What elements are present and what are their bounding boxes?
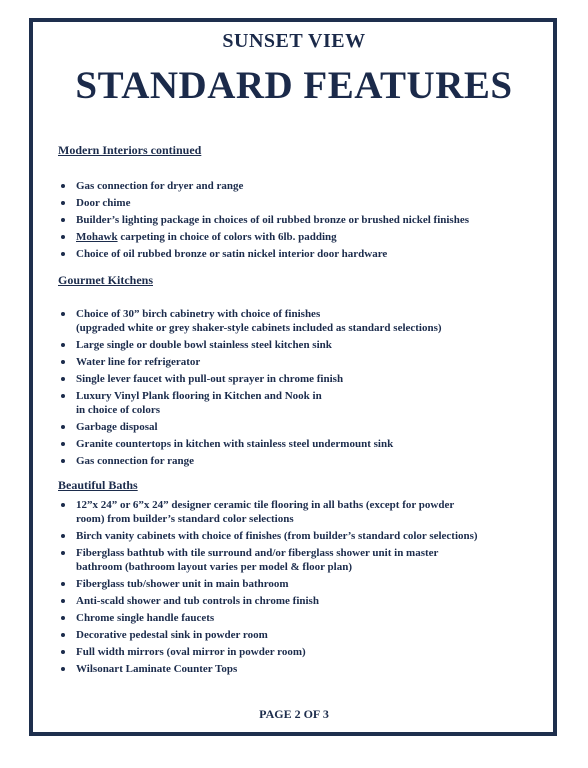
bullet-list (58, 307, 538, 468)
list-item-text: Large single or double bowl stainless steel kitchen sink (76, 339, 332, 351)
bullet-icon (61, 312, 65, 316)
list-item (58, 213, 538, 227)
list-item (58, 577, 538, 591)
list-item-text: Luxury Vinyl Plank flooring in Kitchen and Nook in (76, 390, 322, 402)
list-item-text: Fiberglass bathtub with tile surround and/or fiberglass shower unit in master (76, 547, 439, 559)
list-item-text (76, 230, 538, 244)
list-item-text: 12”x 24” or 6”x 24” designer ceramic tile flooring in all baths (except for powder (76, 499, 455, 511)
list-item-text: Fiberglass tub/shower unit in main bathroom (76, 578, 289, 590)
list-item (58, 594, 538, 608)
list-item-text: Choice of oil rubbed bronze or satin nickel interior door hardware (76, 248, 388, 260)
section-modern-interiors (58, 143, 538, 264)
list-item (58, 546, 538, 574)
list-item-text: Birch vanity cabinets with choice of finishes (from builder’s standard color selections) (76, 530, 478, 542)
list-item (58, 437, 538, 451)
brand-name: Mohawk (76, 231, 118, 243)
list-item-text: Decorative pedestal sink in powder room (76, 629, 268, 641)
list-item (58, 645, 538, 659)
document-title: STANDARD FEATURES (75, 64, 513, 107)
list-item (58, 230, 538, 244)
bullet-icon (61, 534, 65, 538)
bullet-icon (61, 360, 65, 364)
list-item-text: Gas connection for dryer and range (76, 180, 244, 192)
section-gourmet-kitchens (58, 273, 538, 471)
list-item-text: Wilsonart Laminate Counter Tops (76, 663, 238, 675)
bullet-icon (61, 599, 65, 603)
bullet-icon (61, 551, 65, 555)
document-subtitle: SUNSET VIEW (222, 30, 366, 52)
bullet-icon (61, 582, 65, 586)
list-item-text: room) from builder’s standard color selections (76, 513, 294, 525)
list-item (58, 611, 538, 625)
section-beautiful-baths (58, 478, 538, 679)
bullet-icon (61, 633, 65, 637)
bullet-icon (61, 650, 65, 654)
bullet-icon (61, 616, 65, 620)
list-item (58, 338, 538, 352)
list-item (58, 372, 538, 386)
list-item-text: (upgraded white or grey shaker-style cabinets included as standard selections) (76, 322, 442, 334)
list-item (58, 247, 538, 261)
list-item-text: Chrome single handle faucets (76, 612, 215, 624)
list-item (58, 498, 538, 526)
bullet-icon (61, 459, 65, 463)
list-item-text: Door chime (76, 197, 131, 209)
bullet-list (58, 498, 538, 676)
bullet-icon (61, 218, 65, 222)
bullet-list (58, 179, 538, 261)
bullet-icon (61, 184, 65, 188)
list-item-text: Single lever faucet with pull-out sprayer in chrome finish (76, 373, 344, 385)
bullet-icon (61, 503, 65, 507)
list-item (58, 420, 538, 434)
bullet-icon (61, 442, 65, 446)
bullet-icon (61, 252, 65, 256)
bullet-icon (61, 343, 65, 347)
list-item-text: Granite countertops in kitchen with stainless steel undermount sink (76, 438, 394, 450)
bullet-icon (61, 377, 65, 381)
list-item (58, 307, 538, 335)
section-heading: Beautiful Baths (58, 478, 138, 492)
list-item (58, 662, 538, 676)
list-item (58, 179, 538, 193)
list-item-text: bathroom (bathroom layout varies per model & floor plan) (76, 561, 353, 573)
bullet-icon (61, 425, 65, 429)
list-item-text: Garbage disposal (76, 421, 158, 433)
list-item-text: Choice of 30” birch cabinetry with choice of finishes (76, 308, 321, 320)
list-item-text: Anti-scald shower and tub controls in chrome finish (76, 595, 319, 607)
list-item-text: Builder’s lighting package in choices of oil rubbed bronze or brushed nickel finishes (76, 214, 469, 226)
list-item-text: Full width mirrors (oval mirror in powder room) (76, 646, 306, 658)
list-item (58, 529, 538, 543)
list-item-text-rest: carpeting in choice of colors with 6lb. padding (117, 231, 337, 243)
list-item-text: Gas connection for range (76, 455, 195, 467)
bullet-icon (61, 394, 65, 398)
list-item (58, 355, 538, 369)
list-item (58, 196, 538, 210)
list-item-text: in choice of colors (76, 404, 161, 416)
bullet-icon (61, 201, 65, 205)
bullet-icon (61, 235, 65, 239)
list-item (58, 389, 538, 417)
list-item-text: Water line for refrigerator (76, 356, 201, 368)
bullet-icon (61, 667, 65, 671)
section-heading: Gourmet Kitchens (58, 273, 153, 287)
page-number: PAGE 2 OF 3 (259, 707, 329, 721)
list-item (58, 628, 538, 642)
section-heading: Modern Interiors continued (58, 143, 202, 157)
list-item (58, 454, 538, 468)
